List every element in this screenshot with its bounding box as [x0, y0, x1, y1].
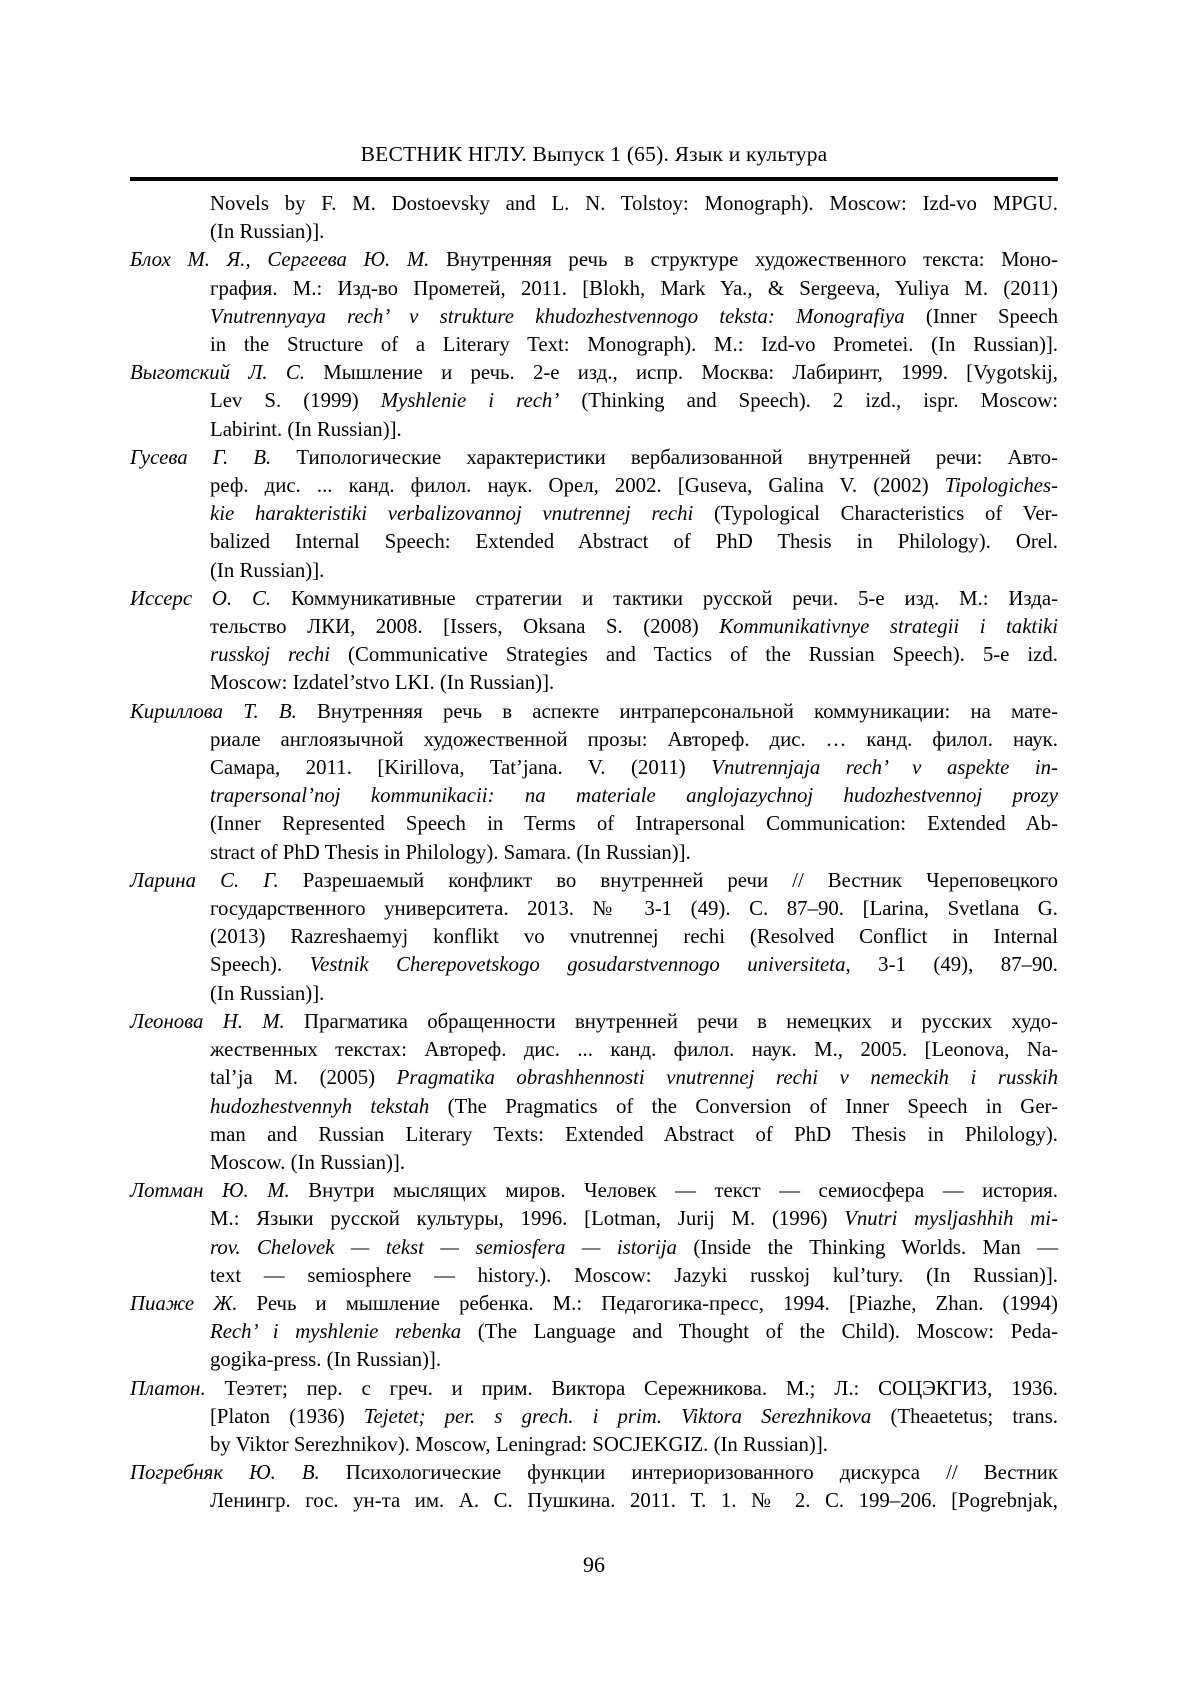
- reference-text: by Viktor Serezhnikov). Moscow, Leningrad: SOCJEKGIZ. (In Russian)].: [210, 1432, 828, 1456]
- reference-text: man and Russian Literary Texts: Extended Abstract of PhD Thesis in Philology).: [210, 1122, 1058, 1146]
- reference-text: tal’ja M. (2005): [210, 1066, 397, 1090]
- reference-entry: [130, 1459, 1058, 1515]
- reference-italic-text: Платон.: [130, 1376, 206, 1400]
- reference-line: [130, 528, 1058, 556]
- reference-line: [130, 500, 1058, 528]
- reference-italic-text: Rech’ i myshlenie rebenka: [210, 1320, 462, 1344]
- reference-line: [130, 641, 1058, 669]
- reference-text: графия. М.: Изд-во Прометей, 2011. [Blokh, Mark Ya., & Sergeeva, Yuliya M. (2011): [210, 276, 1058, 300]
- reference-text: gogika-press. (In Russian)].: [210, 1348, 442, 1372]
- reference-text: stract of PhD Thesis in Philology). Samara. (In Russian)].: [210, 840, 691, 864]
- reference-text: (Inner Speech: [904, 304, 1058, 328]
- reference-italic-text: Погребняк Ю. В.: [130, 1461, 320, 1485]
- reference-text: (Typological Characteristics of Ver-: [693, 502, 1058, 526]
- reference-line: [130, 613, 1058, 641]
- reference-italic-text: Пиаже Ж.: [130, 1291, 238, 1315]
- reference-italic-text: Гусева Г. В.: [130, 445, 272, 469]
- reference-line: [130, 246, 1058, 274]
- reference-text: in the Structure of a Literary Text: Monograph). M.: Izd-vo Prometei. (In Russian)].: [210, 333, 1058, 357]
- reference-entry: [130, 698, 1058, 867]
- reference-line: [130, 1064, 1058, 1092]
- reference-line: [130, 557, 1058, 585]
- running-head: ВЕСТНИК НГЛУ. Выпуск 1 (65). Язык и культура: [360, 142, 828, 166]
- reference-italic-text: Кириллова Т. В.: [130, 699, 297, 723]
- reference-text: (Communicative Strategies and Tactics of the Russian Speech). 5-e izd.: [330, 643, 1058, 667]
- reference-italic-text: Лотман Ю. М.: [130, 1179, 290, 1203]
- reference-italic-text: Vnutrennyaya rech’ v strukture khudozhestvennogo teksta: Monografiya: [210, 304, 905, 328]
- reference-text: (The Language and Thought of the Child). Moscow: Peda-: [461, 1320, 1058, 1344]
- reference-line: [130, 1375, 1058, 1403]
- reference-text: Теэтет; пер. с греч. и прим. Виктора Сережникова. М.; Л.: СОЦЭКГИЗ, 1936.: [205, 1376, 1058, 1400]
- reference-entry: [130, 1290, 1058, 1375]
- reference-line: [130, 895, 1058, 923]
- reference-italic-text: rov. Chelovek — tekst — semiosfera — istorija: [210, 1235, 677, 1259]
- reference-line: [130, 1403, 1058, 1431]
- reference-italic-text: Ларина С. Г.: [130, 868, 279, 892]
- reference-text: Разрешаемый конфликт во внутренней речи // Вестник Череповецкого: [278, 868, 1058, 892]
- reference-italic-text: Tejetet; per. s grech. i prim. Viktora Serezhnikova: [363, 1404, 872, 1428]
- reference-line: [130, 1121, 1058, 1149]
- reference-text: Ленингр. гос. ун-та им. А. С. Пушкина. 2011. Т. 1. № 2. С. 199–206. [Pogrebnjak,: [210, 1489, 1058, 1513]
- reference-text: Labirint. (In Russian)].: [210, 417, 402, 441]
- reference-italic-text: Kommunikativnye strategii i taktiki: [719, 615, 1058, 639]
- reference-italic-text: Блох М. Я., Сергеева Ю. М.: [130, 248, 430, 272]
- reference-line: [130, 1346, 1058, 1374]
- reference-line: [130, 444, 1058, 472]
- reference-line: [130, 1290, 1058, 1318]
- reference-text: Moscow. (In Russian)].: [210, 1150, 406, 1174]
- reference-text: Прагматика обращенности внутренней речи в немецких и русских худо-: [284, 1009, 1058, 1033]
- reference-line: [130, 1149, 1058, 1177]
- reference-text: тельство ЛКИ, 2008. [Issers, Oksana S. (2008): [210, 615, 720, 639]
- reference-text: Речь и мышление ребенка. М.: Педагогика-пресс, 1994. [Piazhe, Zhan. (1994): [237, 1291, 1058, 1315]
- reference-text: Типологические характеристики вербализованной внутренней речи: Авто-: [271, 445, 1058, 469]
- reference-italic-text: russkoj rechi: [210, 643, 331, 667]
- reference-text: (Inner Represented Speech in Terms of Intrapersonal Communication: Extended Ab-: [210, 812, 1058, 836]
- header-rule: [130, 177, 1058, 181]
- references-list: [130, 190, 1058, 1516]
- reference-text: М.: Языки русской культуры, 1996. [Lotman, Jurij M. (1996): [210, 1207, 845, 1231]
- reference-text: Психологические функции интериоризованного дискурса // Вестник: [319, 1461, 1058, 1485]
- reference-text: [Platon (1936): [210, 1404, 364, 1428]
- reference-line: [130, 416, 1058, 444]
- reference-text: , 3-1 (49), 87–90.: [845, 953, 1058, 977]
- reference-entry: [130, 1177, 1058, 1290]
- reference-text: Коммуникативные стратегии и тактики русской речи. 5-е изд. М.: Изда-: [271, 586, 1058, 610]
- reference-text: Lev S. (1999): [210, 389, 381, 413]
- reference-line: [130, 1318, 1058, 1346]
- reference-line: [130, 698, 1058, 726]
- reference-italic-text: Tipologiches-: [944, 474, 1058, 498]
- reference-line: [130, 1431, 1058, 1459]
- reference-line: [130, 782, 1058, 810]
- reference-italic-text: kie harakteristiki verbalizovannoj vnutrennej rechi: [210, 502, 694, 526]
- reference-italic-text: Myshlenie i rech’: [380, 389, 560, 413]
- reference-italic-text: trapersonal’noj kommunikacii: na materiale anglojazychnoj hudozhestvennoj prozy: [210, 784, 1058, 808]
- reference-line: [130, 331, 1058, 359]
- reference-line: [130, 1008, 1058, 1036]
- reference-italic-text: Pragmatika obrashhennosti vnutrennej rechi v nemeckih i russkih: [396, 1066, 1058, 1090]
- reference-entry: [130, 1375, 1058, 1460]
- reference-text: (In Russian)].: [210, 220, 325, 244]
- reference-line: [130, 867, 1058, 895]
- reference-text: Внутренняя речь в аспекте интраперсональной коммуникации: на мате-: [296, 699, 1058, 723]
- reference-line: [130, 472, 1058, 500]
- reference-text: (In Russian)].: [210, 558, 325, 582]
- reference-line: [130, 923, 1058, 951]
- reference-text: Внутри мыслящих миров. Человек — текст — семиосфера — история.: [289, 1179, 1058, 1203]
- reference-line: [130, 1487, 1058, 1515]
- reference-line: [130, 1177, 1058, 1205]
- reference-line: [130, 303, 1058, 331]
- reference-line: [130, 359, 1058, 387]
- reference-line: [130, 1036, 1058, 1064]
- reference-italic-text: Vestnik Cherepovetskogo gosudarstvennogo universiteta: [309, 953, 846, 977]
- reference-line: [130, 726, 1058, 754]
- reference-entry: [130, 585, 1058, 698]
- reference-text: Speech).: [210, 953, 310, 977]
- reference-text: реф. дис. ... канд. филол. наук. Орел, 2002. [Guseva, Galina V. (2002): [210, 474, 945, 498]
- reference-italic-text: Vnutrennjaja rech’ v aspekte in-: [711, 756, 1058, 780]
- reference-line: [130, 1234, 1058, 1262]
- reference-line: [130, 1459, 1058, 1487]
- reference-line: [130, 275, 1058, 303]
- reference-line: [130, 218, 1058, 246]
- reference-entry: [130, 246, 1058, 359]
- reference-entry: [130, 359, 1058, 444]
- reference-line: [130, 839, 1058, 867]
- reference-text: (2013) Razreshaemyj konflikt vo vnutrennej rechi (Resolved Conflict in Internal: [210, 925, 1058, 949]
- reference-line: [130, 810, 1058, 838]
- reference-line: [130, 669, 1058, 697]
- reference-line: [130, 1093, 1058, 1121]
- reference-text: (Inside the Thinking Worlds. Man —: [676, 1235, 1059, 1259]
- reference-text: Самара, 2011. [Kirillova, Tat’jana. V. (2011): [210, 756, 712, 780]
- reference-text: государственного университета. 2013. № 3-1 (49). С. 87–90. [Larina, Svetlana G.: [210, 897, 1058, 921]
- reference-entry: [130, 1008, 1058, 1177]
- reference-entry: [130, 190, 1058, 246]
- reference-text: (The Pragmatics of the Conversion of Inner Speech in Ger-: [429, 1094, 1058, 1118]
- reference-italic-text: Иссерс О. С.: [130, 586, 272, 610]
- reference-line: [130, 585, 1058, 613]
- reference-line: [130, 1262, 1058, 1290]
- reference-italic-text: Vnutri mysljashhih mi-: [844, 1207, 1058, 1231]
- reference-text: text — semiosphere — history.). Moscow: Jazyki russkoj kul’tury. (In Russian)].: [210, 1263, 1058, 1287]
- reference-italic-text: Выготский Л. С.: [130, 361, 305, 385]
- reference-line: [130, 190, 1058, 218]
- reference-line: [130, 1205, 1058, 1233]
- page-number: 96: [583, 1552, 605, 1577]
- reference-text: Внутренняя речь в структуре художественного текста: Моно-: [429, 248, 1058, 272]
- reference-text: риале англоязычной художественной прозы: Автореф. дис. … канд. филол. наук.: [210, 727, 1058, 751]
- reference-italic-text: Леонова Н. М.: [130, 1009, 285, 1033]
- reference-italic-text: hudozhestvennyh tekstah: [210, 1094, 430, 1118]
- reference-text: Novels by F. M. Dostoevsky and L. N. Tolstoy: Monograph). Moscow: Izd-vo MPGU.: [210, 192, 1058, 215]
- reference-entry: [130, 867, 1058, 1008]
- reference-entry: [130, 444, 1058, 585]
- reference-line: [130, 951, 1058, 979]
- reference-line: [130, 980, 1058, 1008]
- reference-text: (Theaetetus; trans.: [871, 1404, 1059, 1428]
- reference-text: Moscow: Izdatel’stvo LKI. (In Russian)].: [210, 671, 555, 695]
- reference-text: (Thinking and Speech). 2 izd., ispr. Moscow:: [559, 389, 1059, 413]
- reference-text: Мышление и речь. 2-е изд., испр. Москва: Лабиринт, 1999. [Vygotskij,: [304, 361, 1059, 385]
- reference-text: жественных текстах: Автореф. дис. ... канд. филол. наук. М., 2005. [Leonova, Na-: [210, 1038, 1058, 1062]
- reference-line: [130, 387, 1058, 415]
- reference-text: (In Russian)].: [210, 981, 325, 1005]
- reference-text: balized Internal Speech: Extended Abstract of PhD Thesis in Philology). Orel.: [210, 530, 1058, 554]
- reference-line: [130, 754, 1058, 782]
